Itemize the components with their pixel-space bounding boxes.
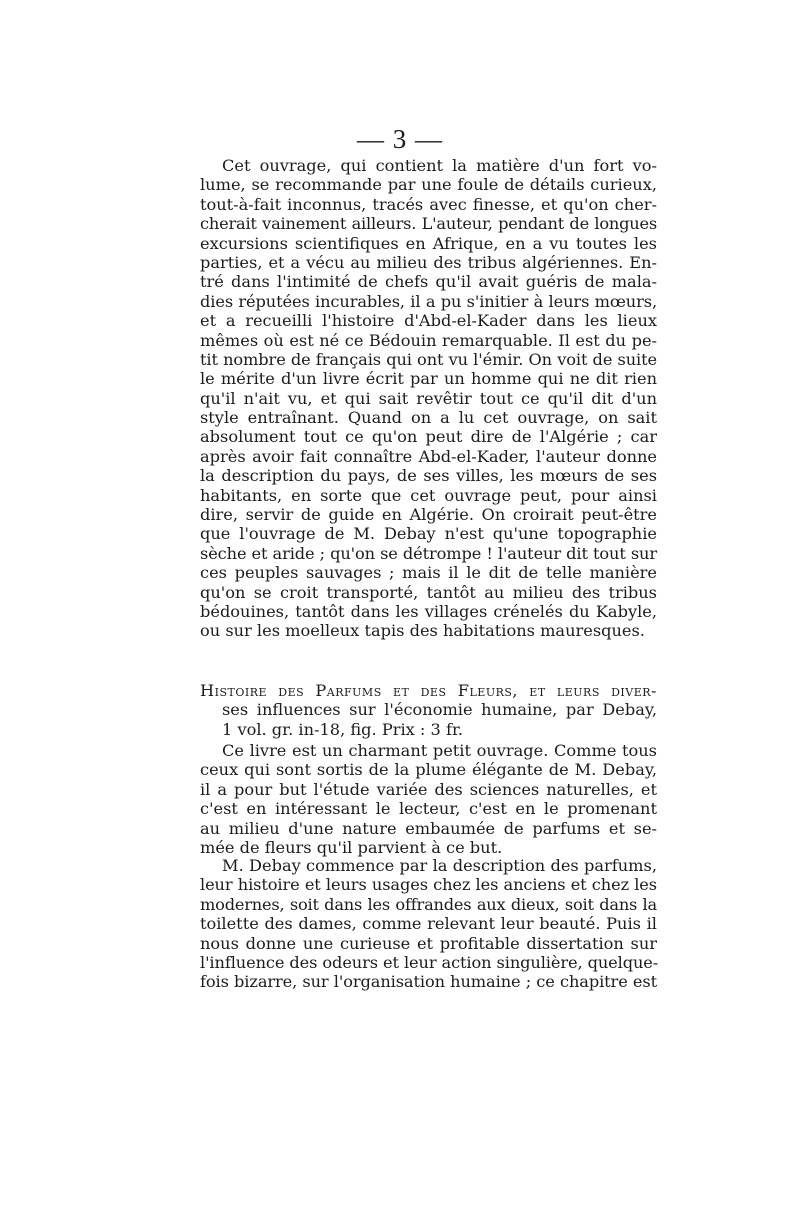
text-line: ces peuples sauvages ; mais il le dit de telle manière: [200, 563, 657, 583]
text-line: qu'on se croit transporté, tantôt au milieu des tribus: [200, 582, 657, 602]
paragraph-review-intro: [200, 741, 657, 857]
text-line: l'influence des odeurs et leur action singulière, quelque-: [200, 952, 659, 972]
text-line: mée de fleurs qu'il parvient à ce but.: [200, 837, 503, 857]
page-number: — 3 —: [357, 124, 443, 154]
text-line: toilette des dames, comme relevant leur beauté. Puis il: [200, 914, 657, 934]
text-line: dire, servir de guide en Algérie. On croirait peut-être: [200, 505, 657, 525]
text-line: mêmes où est né ce Bédouin remarquable. Il est du pe-: [200, 330, 657, 350]
text-line: leur histoire et leurs usages chez les anciens et chez les: [200, 875, 657, 895]
text-line: excursions scientifiques en Afrique, en a vu toutes les: [200, 233, 657, 253]
text-line: et a recueilli l'histoire d'Abd-el-Kader dans les lieux: [200, 311, 657, 331]
text-line: parties, et a vécu au milieu des tribus algériennes. En-: [200, 252, 657, 272]
text-line: le mérite d'un livre écrit par un homme qui ne dit rien: [200, 369, 657, 389]
text-line: ou sur les moelleux tapis des habitations mauresques.: [200, 621, 645, 641]
text-line: tout-à-fait inconnus, tracés avec finesse, et qu'on cher-: [200, 194, 657, 214]
text-line: Cet ouvrage, qui contient la matière d'un fort vo-: [222, 156, 657, 175]
text-line: 1 vol. gr. in-18, fig. Prix : 3 fr.: [222, 719, 464, 739]
text-line: bédouines, tantôt dans les villages crénelés du Kabyle,: [200, 601, 657, 621]
text-line: nous donne une curieuse et profitable dissertation sur: [200, 933, 657, 953]
text-line: Histoire des Parfums et des Fleurs, et leurs diver-: [200, 681, 657, 700]
text-line: que l'ouvrage de M. Debay n'est qu'une topographie: [200, 524, 657, 544]
paragraph-review-body: [200, 856, 657, 992]
text-line: tit nombre de français qui ont vu l'émir. On voit de suite: [200, 349, 657, 369]
paragraph-abd-el-kader-review: [200, 156, 657, 641]
text-line: il a pour but l'étude variée des sciences naturelles, et: [200, 779, 657, 799]
text-line: au milieu d'une nature embaumée de parfums et se-: [200, 818, 657, 838]
text-line: ceux qui sont sortis de la plume élégante de M. Debay,: [200, 760, 657, 780]
text-line: Ce livre est un charmant petit ouvrage. Comme tous: [222, 741, 657, 760]
text-line: fois bizarre, sur l'organisation humaine ; ce chapitre est: [200, 972, 657, 992]
text-line: style entraînant. Quand on a lu cet ouvrage, on sait: [200, 408, 657, 428]
text-line: absolument tout ce qu'on peut dire de l'Algérie ; car: [200, 427, 657, 447]
text-line: sèche et aride ; qu'on se détrompe ! l'auteur dit tout sur: [200, 543, 657, 563]
text-line: la description du pays, de ses villes, les mœurs de ses: [200, 466, 657, 486]
book-title-entry: [200, 681, 657, 739]
text-line: après avoir fait connaître Abd-el-Kader, l'auteur donne: [200, 446, 657, 466]
text-line: ses influences sur l'économie humaine, par Debay,: [222, 700, 657, 720]
text-line: qu'il n'ait vu, et qui sait revêtir tout ce qu'il dit d'un: [200, 388, 657, 408]
text-line: lume, se recommande par une foule de détails curieux,: [200, 175, 657, 195]
text-line: cherait vainement ailleurs. L'auteur, pendant de longues: [200, 214, 657, 234]
text-line: dies réputées incurables, il a pu s'initier à leurs mœurs,: [200, 291, 657, 311]
text-line: M. Debay commence par la description des parfums,: [222, 856, 657, 875]
text-line: tré dans l'intimité de chefs qu'il avait guéris de mala-: [200, 272, 657, 292]
text-line: habitants, en sorte que cet ouvrage peut, pour ainsi: [200, 485, 657, 505]
text-line: modernes, soit dans les offrandes aux dieux, soit dans la: [200, 894, 657, 914]
text-line: c'est en intéressant le lecteur, c'est en le promenant: [200, 799, 657, 819]
